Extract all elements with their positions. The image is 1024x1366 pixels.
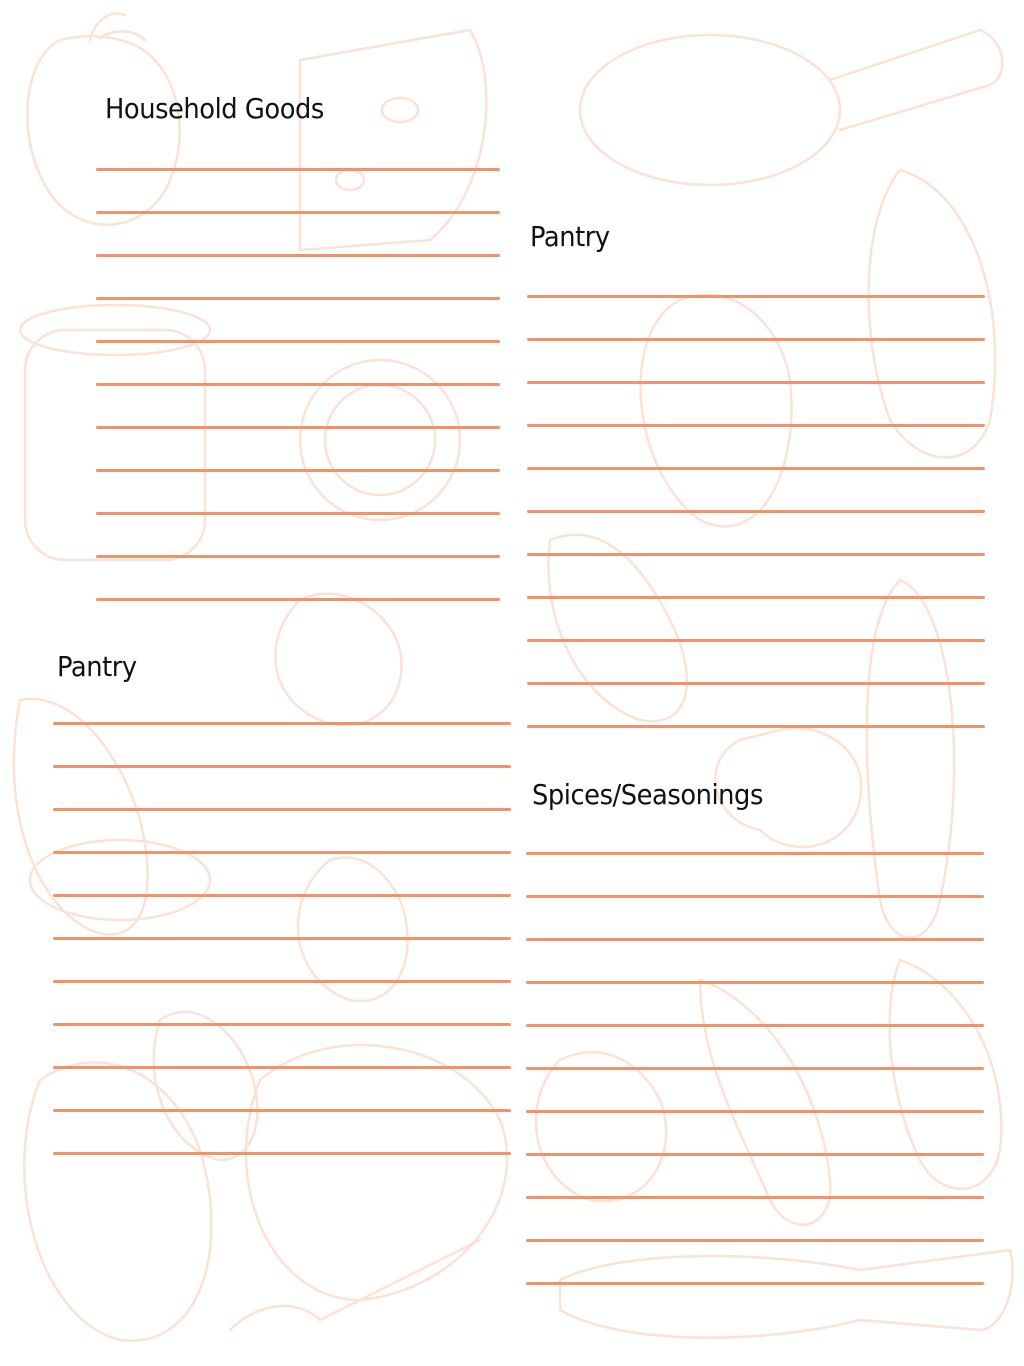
writing-line [96, 512, 500, 515]
household-goods-title: Household Goods [105, 92, 324, 125]
writing-line [96, 297, 500, 300]
writing-line [527, 553, 985, 556]
writing-line [53, 1152, 511, 1155]
pantry-right-section [527, 220, 985, 740]
pan-handle-doodle [830, 30, 1002, 130]
writing-line [527, 510, 985, 513]
writing-line [527, 338, 985, 341]
writing-line [527, 725, 985, 728]
household-goods-section [96, 92, 500, 612]
writing-line [527, 467, 985, 470]
writing-line [96, 254, 500, 257]
writing-line [53, 851, 511, 854]
writing-line [53, 1023, 511, 1026]
writing-line [96, 168, 500, 171]
writing-line [526, 1196, 984, 1199]
writing-line [53, 1109, 511, 1112]
writing-line [53, 980, 511, 983]
writing-line [96, 426, 500, 429]
writing-line [526, 1024, 984, 1027]
writing-line [526, 1110, 984, 1113]
writing-line [96, 211, 500, 214]
writing-line [96, 340, 500, 343]
writing-line [53, 765, 511, 768]
frying-pan-doodle [580, 35, 840, 185]
writing-line [526, 981, 984, 984]
pantry-left-title: Pantry [57, 650, 137, 683]
writing-line [96, 383, 500, 386]
writing-line [527, 596, 985, 599]
pantry-right-title: Pantry [530, 220, 610, 253]
writing-line [526, 852, 984, 855]
writing-line [526, 895, 984, 898]
writing-line [527, 295, 985, 298]
writing-line [526, 1067, 984, 1070]
writing-line [53, 894, 511, 897]
spices-title: Spices/Seasonings [532, 778, 763, 811]
writing-line [527, 381, 985, 384]
knife-doodle [230, 1240, 480, 1330]
writing-line [53, 808, 511, 811]
writing-line [96, 469, 500, 472]
writing-line [527, 424, 985, 427]
writing-line [526, 1153, 984, 1156]
writing-line [96, 555, 500, 558]
writing-line [53, 722, 511, 725]
writing-line [53, 937, 511, 940]
writing-line [526, 1239, 984, 1242]
writing-line [527, 639, 985, 642]
writing-line [527, 682, 985, 685]
pantry-left-section [53, 650, 511, 1170]
writing-line [96, 598, 500, 601]
writing-line [526, 1282, 984, 1285]
writing-line [53, 1066, 511, 1069]
writing-line [526, 938, 984, 941]
spices-section [526, 778, 984, 1298]
